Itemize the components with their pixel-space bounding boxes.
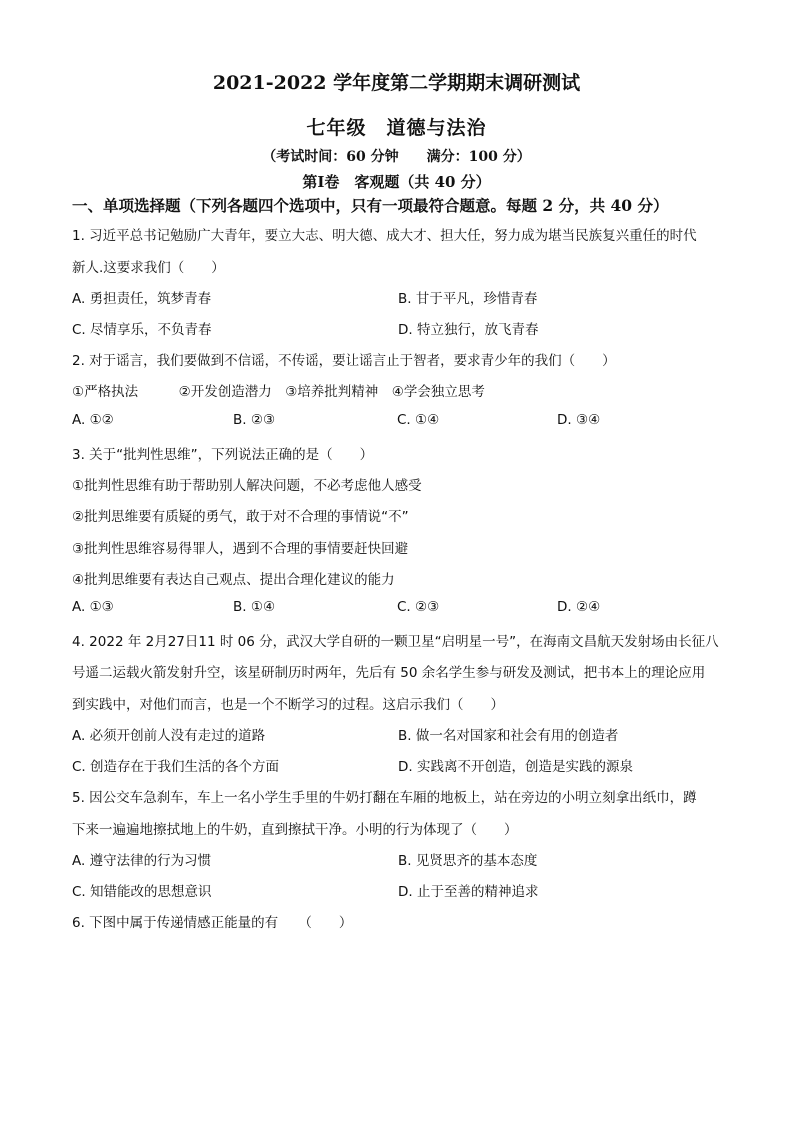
q5-option-c: C. 知错能改的思想意识 [72, 884, 212, 900]
q3-statement-3: ③批判性思维容易得罪人，遇到不合理的事情要赶快回避 [72, 541, 409, 557]
question-6-text: 6. 下图中属于传递情感正能量的有 （ ） [72, 915, 353, 931]
q4-option-c: C. 创造存在于我们生活的各个方面 [72, 759, 280, 775]
q1-option-c: C. 尽情享乐，不负青春 [72, 322, 212, 338]
q2-option-a: A. ①② [72, 412, 114, 428]
question-4-text-cont: 号遥二运载火箭发射升空，该星研制历时两年，先后有 50 余名学生参与研发及测试，把书本上的理论应用 [72, 665, 706, 681]
q3-option-d: D. ②④ [557, 599, 601, 615]
question-1-text-cont: 新人.这要求我们（ ） [72, 260, 225, 276]
q3-option-b: B. ①④ [233, 599, 276, 615]
q4-option-b: B. 做一名对国家和社会有用的创造者 [398, 728, 619, 744]
q4-option-d: D. 实践离不开创造，创造是实践的源泉 [398, 759, 633, 775]
q5-option-a: A. 遵守法律的行为习惯 [72, 853, 212, 869]
question-5-text-cont: 下来一遍遍地擦拭地上的牛奶，直到擦拭干净。小明的行为体现了（ ） [72, 822, 518, 838]
q1-option-b: B. 甘于平凡，珍惜青春 [398, 291, 538, 307]
q3-statement-1: ①批判性思维有助于帮助别人解决问题，不必考虑他人感受 [72, 478, 422, 494]
exam-subject: 七年级 道德与法治 [306, 117, 487, 139]
question-4-text-cont2: 到实践中，对他们而言，也是一个不断学习的过程。这启示我们（ ） [72, 697, 504, 713]
q2-option-b: B. ②③ [233, 412, 276, 428]
question-2-statements: ①严格执法 ②开发创造潜力 ③培养批判精神 ④学会独立思考 [72, 384, 485, 400]
question-4-text: 4. 2022 年 2月27日11 时 06 分，武汉大学自研的一颗卫星“启明星一号”，在海南文昌航天发射场由长征八 [72, 634, 719, 650]
section-heading: 一、单项选择题（下列各题四个选项中，只有一项最符合题意。每题 2 分，共 40 分） [72, 196, 669, 215]
q3-statement-2: ②批判思维要有质疑的勇气，敢于对不合理的事情说“不” [72, 509, 409, 525]
exam-title: 2021-2022 学年度第二学期期末调研测试 [212, 72, 581, 94]
q2-option-d: D. ③④ [557, 412, 601, 428]
q5-option-b: B. 见贤思齐的基本态度 [398, 853, 538, 869]
q2-option-c: C. ①④ [397, 412, 440, 428]
q4-option-a: A. 必须开创前人没有走过的道路 [72, 728, 266, 744]
q1-option-a: A. 勇担责任，筑梦青春 [72, 291, 212, 307]
q3-statement-4: ④批判思维要有表达自己观点、提出合理化建议的能力 [72, 572, 395, 588]
question-5-text: 5. 因公交车急刹车，车上一名小学生手里的牛奶打翻在车厢的地板上，站在旁边的小明立刻拿出纸巾，蹲 [72, 790, 697, 806]
exam-info: （考试时间：60 分钟 满分：100 分） [262, 149, 531, 165]
part-heading: 第Ⅰ卷 客观题（共 40 分） [302, 173, 491, 191]
question-2-text: 2. 对于谣言，我们要做到不信谣，不传谣，要让谣言止于智者，要求青少年的我们（ ） [72, 353, 616, 369]
q5-option-d: D. 止于至善的精神追求 [398, 884, 539, 900]
q3-option-c: C. ②③ [397, 599, 440, 615]
question-1-text: 1. 习近平总书记勉励广大青年，要立大志、明大德、成大才、担大任，努力成为堪当民族复兴重任的时代 [72, 228, 697, 244]
q1-option-d: D. 特立独行，放飞青春 [398, 322, 539, 338]
question-3-text: 3. 关于“批判性思维”，下列说法正确的是（ ） [72, 447, 374, 463]
q3-option-a: A. ①③ [72, 599, 114, 615]
